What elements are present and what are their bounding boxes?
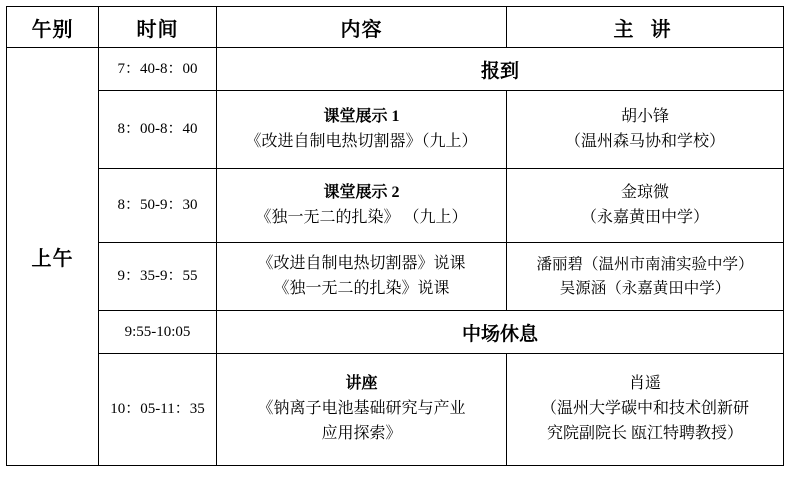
content-cell <box>217 169 507 243</box>
column-header-content: 内容 <box>217 7 507 48</box>
session-cell-morning: 上午 <box>7 48 99 466</box>
time-cell: 8：00-8：40 <box>99 91 217 169</box>
table-row <box>7 169 784 243</box>
speaker-name-secondary: 吴源涵（永嘉黄田中学） <box>559 279 731 297</box>
speaker-cell <box>507 243 784 311</box>
content-title: 课堂展示 2 <box>323 183 400 201</box>
speaker-affiliation-secondary: 究院副院长 瓯江特聘教授） <box>546 424 743 442</box>
merged-content-cell: 报到 <box>217 48 784 91</box>
time-cell: 9:55-10:05 <box>99 311 217 354</box>
table-row <box>7 354 784 466</box>
speaker-name: 潘丽碧（温州市南浦实验中学） <box>536 256 754 274</box>
table-header <box>7 7 784 48</box>
speaker-cell <box>507 169 784 243</box>
speaker-cell <box>507 91 784 169</box>
content-cell <box>217 354 507 466</box>
time-cell: 9：35-9：55 <box>99 243 217 311</box>
content-cell <box>217 243 507 311</box>
speaker-affiliation: （温州大学碳中和技术创新研 <box>540 400 749 418</box>
column-header-speaker: 主 讲 <box>507 7 784 48</box>
content-title: 讲座 <box>345 375 378 393</box>
speaker-affiliation: （温州森马协和学校） <box>564 132 725 150</box>
content-subtitle: 《钠离子电池基础研究与产业 <box>257 400 466 418</box>
table-row <box>7 91 784 169</box>
content-title: 课堂展示 1 <box>323 107 400 125</box>
speaker-name: 金琼微 <box>620 183 669 201</box>
content-cell <box>217 91 507 169</box>
content-subtitle-secondary: 《独一无二的扎染》说课 <box>273 279 450 297</box>
column-header-time: 时间 <box>99 7 217 48</box>
table-body <box>7 48 784 466</box>
content-subtitle: 《改进自制电热切割器》（九上） <box>245 132 478 150</box>
merged-content-cell: 中场休息 <box>217 311 784 354</box>
column-header-session: 午别 <box>7 7 99 48</box>
speaker-name: 肖遥 <box>628 375 661 393</box>
time-cell: 10：05-11：35 <box>99 354 217 466</box>
content-subtitle-secondary: 应用探索》 <box>321 424 402 442</box>
table-row <box>7 311 784 354</box>
content-subtitle: 《改进自制电热切割器》说课 <box>257 254 466 272</box>
speaker-cell <box>507 354 784 466</box>
schedule-table <box>6 6 784 466</box>
speaker-name: 胡小锋 <box>620 107 669 125</box>
time-cell: 7：40-8：00 <box>99 48 217 91</box>
content-subtitle: 《独一无二的扎染》 （九上） <box>255 208 468 226</box>
speaker-affiliation: （永嘉黄田中学） <box>580 208 709 226</box>
table-row <box>7 48 784 91</box>
table-row <box>7 243 784 311</box>
time-cell: 8：50-9：30 <box>99 169 217 243</box>
table-header-row <box>7 7 784 48</box>
